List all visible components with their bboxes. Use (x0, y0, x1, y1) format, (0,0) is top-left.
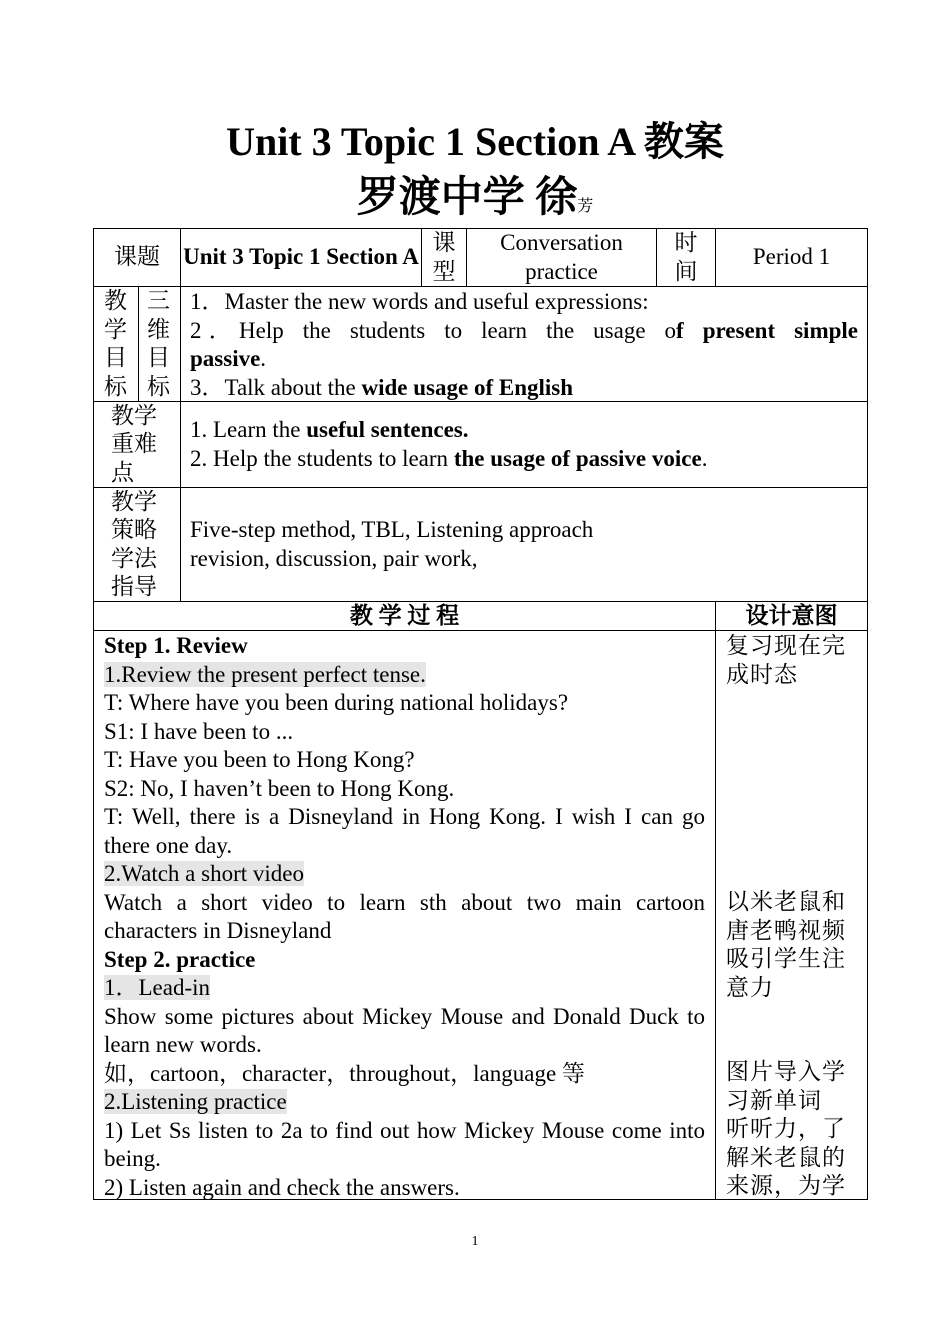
process-content (93, 630, 716, 1200)
strategy-line-2: revision, discussion, pair work, (190, 545, 478, 571)
teacher-name-small: 芳 (577, 198, 594, 215)
type-label: 课型 (421, 228, 467, 287)
keypoints-label: 教学重难点 (93, 401, 181, 488)
strategy-label: 教学策略学法指导 (93, 487, 181, 602)
dialogue-t3: T: Well, there is a Disneyland in Hong Kong. I wish I can go there one day. (104, 804, 705, 858)
goals-label: 教学目标 (93, 286, 139, 402)
goals-sublabel: 三维目标 (138, 286, 181, 402)
process-header: 教 学 过 程 (93, 601, 716, 631)
step1-title: Step 1. Review (104, 633, 248, 658)
dialogue-t1: T: Where have you been during national holidays? (104, 690, 569, 715)
strategy-content (180, 487, 868, 602)
step2-title: Step 2. practice (104, 946, 256, 972)
type-value: Conversation practice (466, 228, 657, 287)
school-teacher-name: 罗渡中学 徐 (356, 175, 578, 221)
keypoint-2: 2. Help the students to learn the usage of passive voice. (190, 445, 708, 471)
new-words: 如，cartoon，character，throughout，language 等 (104, 1060, 585, 1086)
goal-item-2: 2．Help the students to learn the usage of present simple passive. (190, 317, 859, 371)
strategy-line-1: Five-step method, TBL, Listening approach (190, 517, 594, 542)
review-heading: 1.Review the present perfect tense. (104, 661, 426, 687)
video-heading: 2.Watch a short video (104, 861, 304, 886)
page-number: 1 (471, 1234, 479, 1249)
goals-content (180, 286, 868, 402)
listening-step-1: 1) Let Ss listen to 2a to find out how Mickey Mouse come into being. (104, 1117, 705, 1171)
intent-content (715, 630, 868, 1200)
listening-heading: 2.Listening practice (104, 1089, 287, 1114)
leadin-heading: 1．Lead-in (104, 975, 211, 1000)
time-value: Period 1 (715, 228, 868, 287)
document-subtitle (0, 177, 950, 219)
leadin-text: Show some pictures about Mickey Mouse and Donald Duck to learn new words. (104, 1003, 705, 1057)
topic-label: 课题 (93, 228, 181, 287)
goal-item-1: 1．Master the new words and useful expressions: (190, 289, 649, 314)
keypoints-content (180, 401, 868, 488)
goal-item-3: 3．Talk about the wide usage of English (190, 374, 574, 400)
intent-note-2: 以米老鼠和唐老鸭视频吸引学生注意力 (726, 889, 846, 1000)
intent-note-4: 听听力，了解米老鼠的来源，为学 (726, 1116, 846, 1198)
keypoint-1: 1. Learn the useful sentences. (190, 417, 469, 442)
document-title: Unit 3 Topic 1 Section A 教案 (226, 119, 724, 164)
intent-note-1: 复习现在完成时态 (726, 633, 846, 687)
dialogue-t2: T: Have you been to Hong Kong? (104, 747, 415, 772)
dialogue-s1: S1: I have been to ... (104, 718, 294, 744)
dialogue-s2: S2: No, I haven’t been to Hong Kong. (104, 775, 455, 801)
time-label: 时间 (656, 228, 716, 287)
listening-step-2: 2) Listen again and check the answers. (104, 1174, 460, 1200)
intent-header: 设计意图 (715, 601, 868, 631)
video-text: Watch a short video to learn sth about two main cartoon characters in Disneyland (104, 889, 705, 943)
topic-value: Unit 3 Topic 1 Section A (180, 228, 422, 287)
intent-note-3: 图片导入学习新单词 (726, 1059, 846, 1113)
